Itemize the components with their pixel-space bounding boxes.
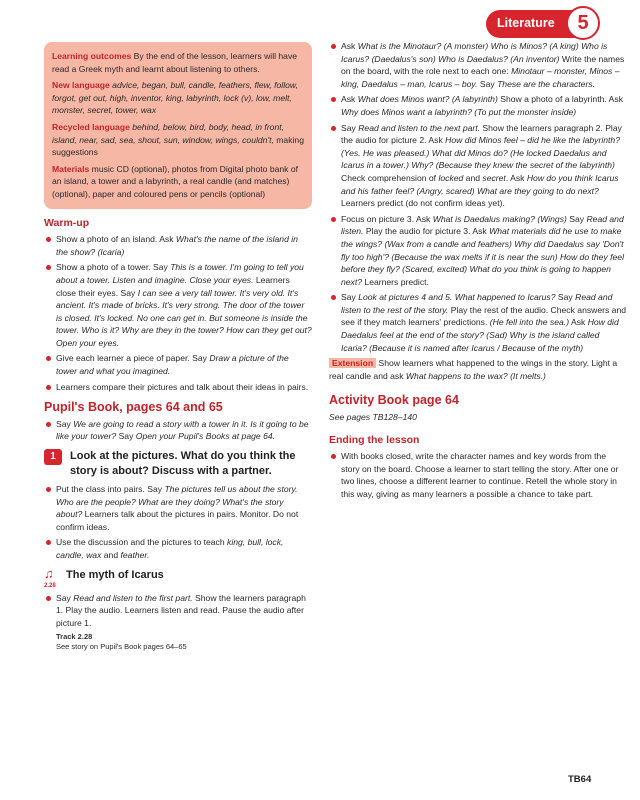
learning-outcomes-text: By the end of the lesson, learners will have read a Greek myth and learnt about listening to others. bbox=[52, 51, 298, 74]
list-item: Learners compare their pictures and talk about their ideas in pairs. bbox=[44, 381, 312, 394]
warmup-heading: Warm-up bbox=[44, 216, 90, 229]
list-item: Say Read and listen to the first part. Show the learners paragraph 1. Play the audio. Learners listen and read. Pause the audio after picture 1. bbox=[44, 592, 312, 630]
list-item: Ask What is the Minotaur? (A monster) Who is Minos? (A king) Who is Icarus? (Daedalus's son) Who is Daedalus? (An inventor) Write the names on the board, with the role next to each one: Minotaur – monster, Minos – king, Daedalus – man, Icarus – boy. Say These are the characters. bbox=[329, 40, 627, 90]
activity-1-title: Look at the pictures. What do you think the story is about? Discuss with a partner. bbox=[70, 450, 296, 478]
warmup-list bbox=[44, 233, 312, 393]
recycled-language-text: behind, below, bird, body, head, in front, island, near, sad, sea, shout, sun, window, wings, couldn't, bbox=[52, 121, 285, 145]
pupils-book-heading: Pupil's Book, pages 64 and 65 bbox=[44, 400, 223, 415]
ending-list bbox=[329, 450, 627, 500]
section-tag-label: Literature bbox=[497, 16, 555, 30]
list-item: With books closed, write the character names and key words from the story on the board. Choose a learner to start telling the story. After one or two lines, choose a different learner to continue. Retell the whole story in this way, giving as many learners a possible a chance to take part. bbox=[329, 450, 627, 500]
list-item: Say Read and listen to the next part. Show the learners paragraph 2. Play the audio for picture 2. Ask How did Minos feel – did he like the labyrinth? (Yes. He was pleased.) What did Minos do? (He locked Daedalus and Icarus in a tower.) Why? (Because they knew the secret of the labyrinth) Check comprehension of locked and secret. Ask How do you think Icarus and his father feel? (Angry, scared) What are they going to do next? Learners predict (do not confirm ideas yet). bbox=[329, 122, 627, 210]
materials-text: music CD (optional), photos from Digital photo bank of an island, a tower and a labyrinth, a real candle (and matches) (optional), paper and coloured pens or pencils (optional) bbox=[52, 163, 299, 199]
learning-outcomes-label: Learning outcomes bbox=[52, 51, 132, 61]
track-label: Track 2.28 bbox=[56, 632, 93, 642]
activity-1-list bbox=[44, 483, 312, 562]
myth-title: The myth of Icarus bbox=[66, 568, 164, 581]
list-item: Say We are going to read a story with a tower in it. Is it going to be like your tower? Say Open your Pupil's Books at page 64. bbox=[44, 418, 312, 443]
list-item: Put the class into pairs. Say The pictures tell us about the story. Who are the people? What are they doing? What's the story about? Learners talk about the pictures in pairs. Monitor. Do not confirm ideas. bbox=[44, 483, 312, 533]
recycled-language-text-2: making suggestions bbox=[52, 134, 304, 158]
list-item: Ask What does Minos want? (A labyrinth) Show a photo of a labyrinth. Ask Why does Minos want a labyrinth? (To put the monster inside) bbox=[329, 93, 627, 118]
myth-header bbox=[44, 565, 312, 589]
list-item: Give each learner a piece of paper. Say Draw a picture of the tower and what you imagined. bbox=[44, 352, 312, 377]
story-list bbox=[329, 40, 627, 354]
activity-number-badge: 1 bbox=[44, 449, 62, 465]
left-column bbox=[44, 42, 312, 652]
lesson-overview-box bbox=[44, 42, 312, 209]
list-item: Show a photo of an island. Ask What's the name of the island in the show? (Icaria) bbox=[44, 233, 312, 258]
ending-heading: Ending the lesson bbox=[329, 433, 420, 446]
extension-label: Extension bbox=[329, 358, 376, 368]
track-text: See story on Pupil's Book pages 64–65 bbox=[56, 642, 187, 652]
new-language-label: New language bbox=[52, 80, 110, 91]
page-number: TB64 bbox=[568, 774, 592, 785]
new-language-text: advice, began, bull, candle, feathers, flew, follow, forgot, get out, high, inventor, king, labyrinth, lock (v), low, melt, monster, secret, tower, wax bbox=[52, 80, 299, 116]
right-column bbox=[329, 40, 627, 504]
materials-label: Materials bbox=[52, 163, 90, 174]
activity-1-header bbox=[44, 449, 312, 479]
list-item: Show a photo of a tower. Say This is a tower. I'm going to tell you about a tower. Listen and imagine. Close your eyes. Learners close their eyes. Say I can see a very tall tower. It's very old. It's ancient. It's made of bricks. It's very strong. The door of the tower is closed. It's locked. No one can get in. But someone is inside the tower. Who is it? Why are they in the tower? How can they get out? Open your eyes. bbox=[44, 261, 312, 349]
audio-icon: ♫ 2.28 bbox=[44, 568, 60, 588]
myth-list bbox=[44, 592, 312, 630]
list-item: Say Look at pictures 4 and 5. What happened to Icarus? Say Read and listen to the rest of the story. Play the rest of the audio. Check answers and see if they match learners' predictions. (He fell into the sea.) Ask How did Daedalus feel at the end of the story? (Sad) Why is the island called Icaria? (Because it is named after Icarus / Because of the myth) bbox=[329, 291, 627, 354]
activity-book-text: See pages TB128–140 bbox=[329, 412, 417, 423]
audio-track-number: 2.28 bbox=[44, 582, 56, 589]
activity-book-heading: Activity Book page 64 bbox=[329, 393, 459, 408]
unit-number-badge: 5 bbox=[566, 6, 600, 40]
extension-note: Extension Show learners what happened to the wings in the story. Light a real candle and ask What happens to the wax? (It melts.) bbox=[329, 358, 618, 381]
track-info bbox=[56, 632, 312, 652]
recycled-language-label: Recycled language bbox=[52, 121, 130, 132]
list-item: Focus on picture 3. Ask What is Daedalus making? (Wings) Say Read and listen. Play the audio for picture 3. Ask What materials did he use to make the wings? (Wax from a candle and feathers) Why did Daedalus say 'Don't fly too high'? (Because the wax melts if it is near the sun) How do they feel before they fly? (Scared, excited) What do you think is going to happen next? Learners predict. bbox=[329, 213, 627, 289]
list-item: Use the discussion and the pictures to teach king, bull, lock, candle, wax and feather. bbox=[44, 536, 312, 561]
pupils-list bbox=[44, 418, 312, 443]
